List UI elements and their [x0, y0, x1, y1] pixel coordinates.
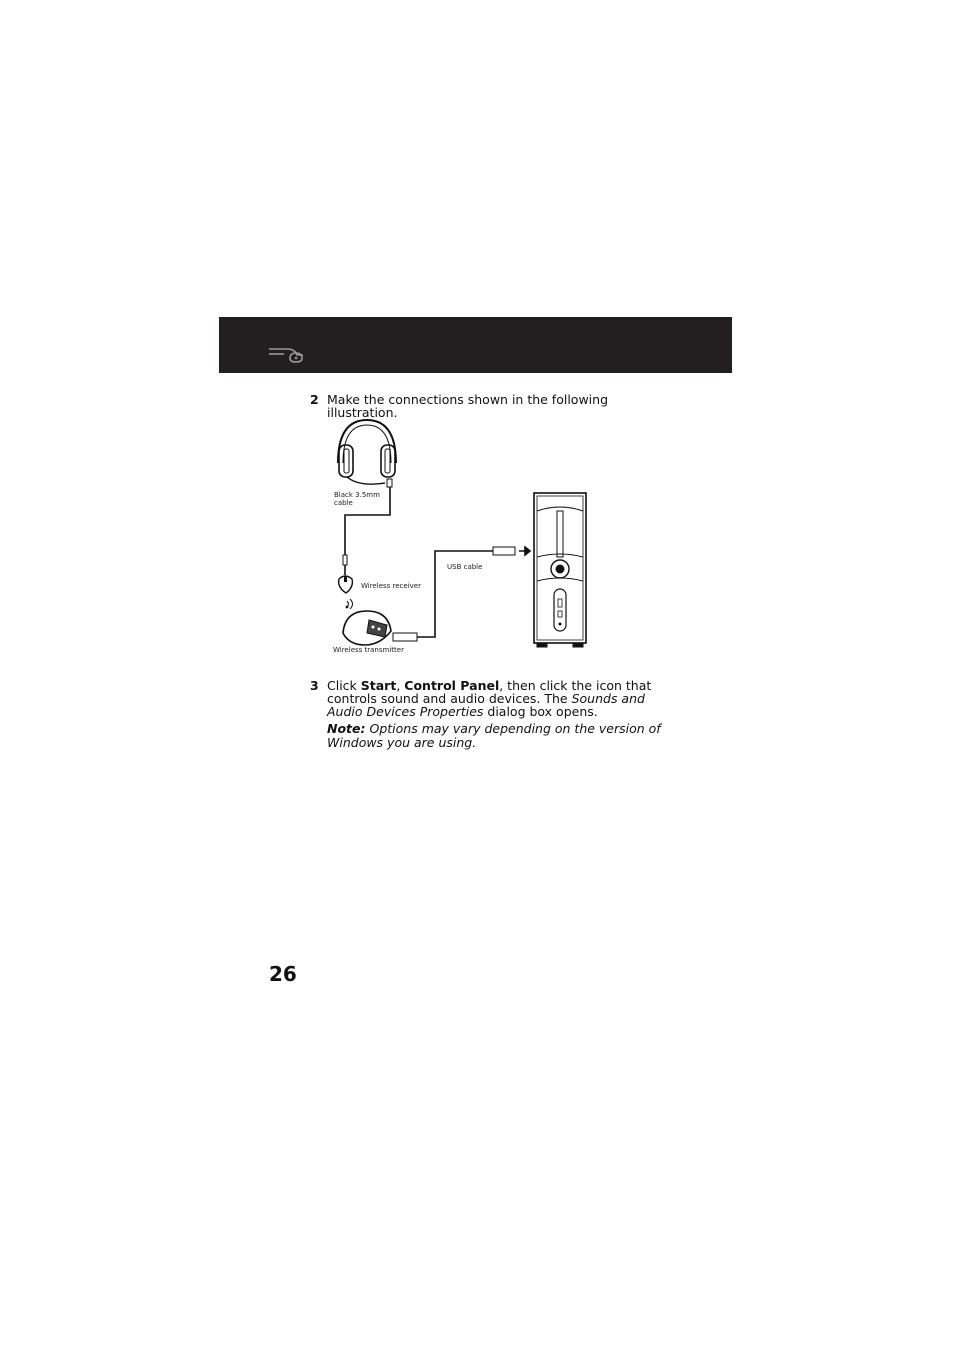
note-text: Options may vary depending on the version of Windows you are using.: [327, 721, 661, 750]
headset-logo-icon: [267, 341, 307, 367]
cable-label-line2: cable: [334, 499, 353, 507]
note-label: Note:: [327, 721, 366, 736]
headset-icon: [338, 420, 396, 487]
note: [327, 722, 677, 750]
dialog-name: Sounds and Audio Devices Properties: [327, 691, 645, 719]
step-number: 3: [310, 678, 319, 693]
wireless-receiver-label: Wireless receiver: [361, 582, 421, 590]
computer-tower-icon: [534, 493, 586, 647]
step-text: [327, 679, 677, 750]
wireless-transmitter-label: Wireless transmitter: [333, 646, 404, 654]
control-panel-term: Control Panel: [404, 678, 500, 693]
header-bar: [219, 317, 732, 373]
step-number: 2: [310, 392, 319, 407]
step-text-part: , then click the icon that controls sound and audio devices. The: [327, 678, 652, 706]
wireless-transmitter-icon: [343, 611, 391, 645]
step-text: Make the connections shown in the following illustration.: [327, 392, 608, 420]
start-menu-term: Start: [360, 678, 397, 693]
wireless-receiver-icon: [339, 576, 353, 593]
page-number: 26: [269, 962, 297, 986]
usb-cable-label: USB cable: [447, 563, 483, 571]
step-text-part: ,: [396, 678, 405, 693]
step-text-part: dialog box opens.: [483, 704, 598, 719]
wireless-signal-icon: [346, 599, 352, 609]
connection-illustration: [325, 415, 595, 660]
arrow-right-icon: [519, 547, 530, 555]
step-text-part: Click: [327, 678, 361, 693]
cable-label-line1: Black 3.5mm: [334, 491, 380, 499]
